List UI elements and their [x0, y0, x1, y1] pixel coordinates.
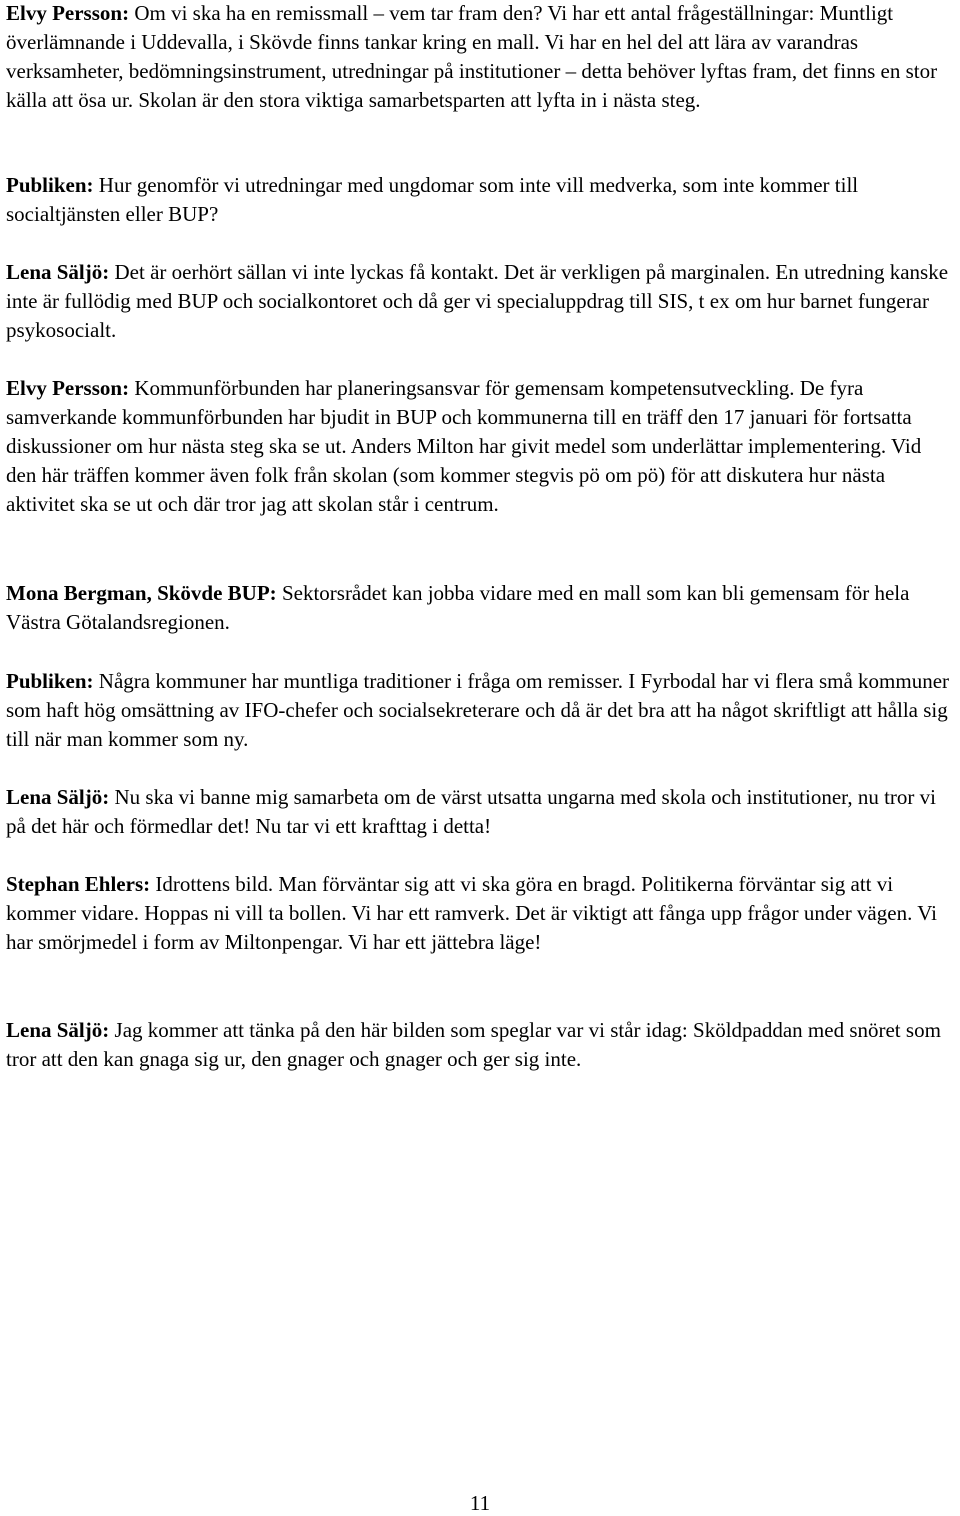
paragraph-text: Nu ska vi banne mig samarbeta om de värst utsatta ungarna med skola och institutioner, nu tror vi på det här och förmedlar det! Nu tar vi ett krafttag i detta!: [6, 785, 936, 838]
speaker-label: Mona Bergman, Skövde BUP:: [6, 581, 277, 605]
paragraph-lena-saljo-1: [6, 258, 950, 345]
paragraph-elvy-persson-2: [6, 374, 950, 519]
paragraph-lena-saljo-2: [6, 783, 950, 841]
speaker-label: Stephan Ehlers:: [6, 872, 151, 896]
paragraph-text: Idrottens bild. Man förväntar sig att vi ska göra en bragd. Politikerna förväntar sig att vi kommer vidare. Hoppas ni vill ta bollen. Vi har ett ramverk. Det är viktigt att fånga upp frågor under vägen. Vi har smörjmedel i form av Miltonpengar. Vi har ett jättebra läge!: [6, 872, 937, 954]
paragraph-text: Hur genomför vi utredningar med ungdomar som inte vill medverka, som inte kommer till socialtjänsten eller BUP?: [6, 173, 859, 226]
paragraph-text: Sektorsrådet kan jobba vidare med en mall som kan bli gemensam för hela Västra Götalandsregionen.: [6, 581, 910, 634]
paragraph-publiken-1: [6, 171, 950, 229]
paragraph-text: Det är oerhört sällan vi inte lyckas få kontakt. Det är verkligen på marginalen. En utredning kanske inte är fullödig med BUP och socialkontoret och då ger vi specialuppdrag till SIS, t ex om hur barnet fungerar psykosocialt.: [6, 260, 949, 342]
paragraph-publiken-2: [6, 667, 950, 754]
paragraph-text: Kommunförbunden har planeringsansvar för gemensam kompetensutveckling. De fyra samverkande kommunförbunden har bjudit in BUP och kommunerna till en träff den 17 januari för fortsatta diskussioner om hur nästa steg ska se ut. Anders Milton har givit medel som underlättar implementering. Vid den här träffen kommer även folk från skolan (som kommer stegvis pö om pö) för att diskutera hur nästa aktivitet ska se ut och där tror jag att skolan står i centrum.: [6, 376, 922, 516]
paragraph-elvy-persson-1: [6, 0, 950, 115]
paragraph-lena-saljo-3: [6, 1016, 950, 1074]
speaker-label: Elvy Persson:: [6, 1, 130, 25]
paragraph-text: Några kommuner har muntliga traditioner i fråga om remisser. I Fyrbodal har vi flera små kommuner som haft hög omsättning av IFO-chefer och socialsekreterare och då är det bra att ha något skriftligt att hålla sig till när man kommer som ny.: [6, 669, 950, 751]
page-number: 11: [469, 1491, 491, 1515]
paragraph-text: Jag kommer att tänka på den här bilden som speglar var vi står idag: Sköldpaddan med snöret som tror att den kan gnaga sig ur, den gnager och gnager och ger sig inte.: [6, 1018, 941, 1071]
speaker-label: Publiken:: [6, 173, 94, 197]
speaker-label: Lena Säljö:: [6, 1018, 110, 1042]
paragraph-mona-bergman: [6, 579, 950, 637]
speaker-label: Elvy Persson:: [6, 376, 130, 400]
paragraph-text: Om vi ska ha en remissmall – vem tar fram den? Vi har ett antal frågeställningar: Muntligt överlämnande i Uddevalla, i Skövde finns tankar kring en mall. Vi har en hel del att lära av varandras verksamheter, bedömningsinstrument, utredningar på institutioner – detta behöver lyftas fram, det finns en stor källa att ösa ur. Skolan är den stora viktiga samarbetsparten att lyfta in i nästa steg.: [6, 1, 938, 112]
speaker-label: Lena Säljö:: [6, 260, 110, 284]
paragraph-stephan-ehlers: [6, 870, 950, 957]
speaker-label: Lena Säljö:: [6, 785, 110, 809]
speaker-label: Publiken:: [6, 669, 94, 693]
